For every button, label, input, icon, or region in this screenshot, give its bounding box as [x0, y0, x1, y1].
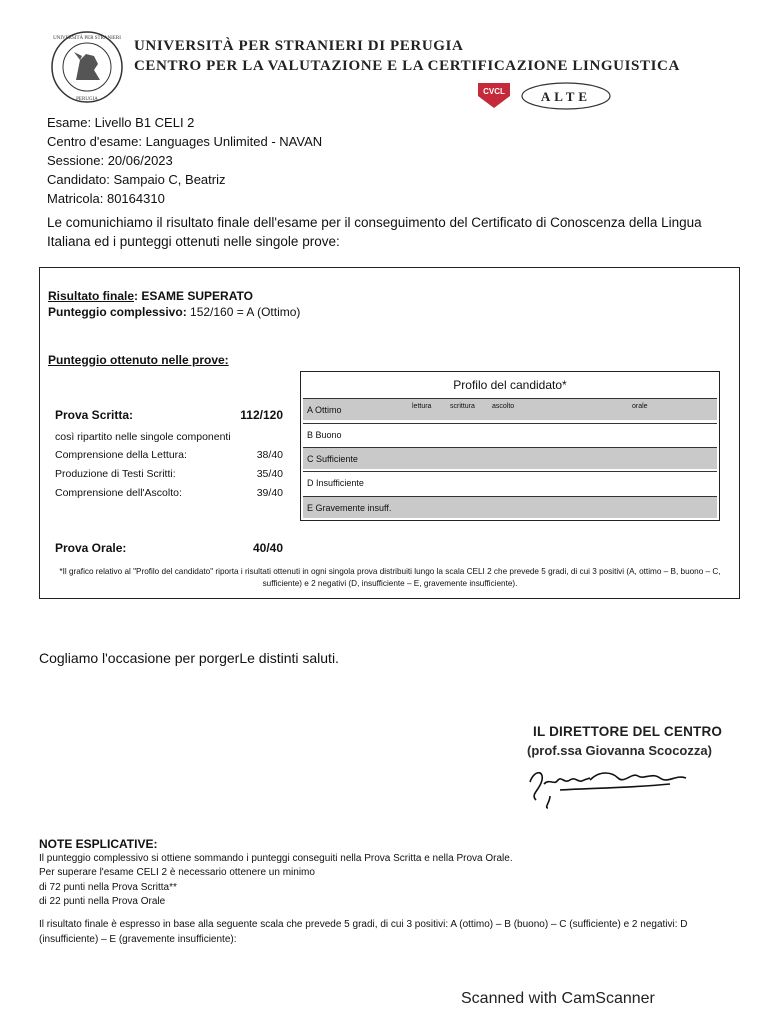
written-test-row: [55, 408, 283, 422]
component-label: Comprensione della Lettura:: [55, 449, 187, 461]
alte-logo: [520, 80, 614, 112]
grade-label: D Insufficiente: [307, 478, 364, 488]
component-score: 35/40: [256, 468, 283, 480]
note-scale: Il risultato finale è espresso in base alla seguente scala che prevede 5 gradi, di cui 3 positivi: A (ottimo) – B (buono) – C (sufficiente) e 2 negativi: D (insufficiente) – E (gravemente insufficiente):: [39, 919, 688, 945]
handwritten-signature: [520, 750, 710, 810]
final-result: [48, 289, 253, 303]
grade-label: E Gravemente insuff.: [307, 503, 392, 513]
director-title: IL DIRETTORE DEL CENTRO: [533, 724, 723, 739]
intro-text: Le comunichiamo il risultato finale dell'esame per il conseguimento del Certificato di Conoscenza della Lingua Italiana ed i punteggi ottenuti nelle singole prove:: [47, 215, 702, 249]
skill-label-listening: ascolto: [492, 403, 515, 410]
svg-text:ALTE: ALTE: [540, 89, 592, 104]
candidate-name: Candidato: Sampaio C, Beatriz: [47, 172, 226, 187]
written-test-subtitle: [55, 431, 283, 443]
skill-label-writing: scrittura: [450, 403, 475, 410]
written-test-label: Prova Scritta:: [55, 408, 134, 422]
grade-label: C Sufficiente: [307, 454, 358, 464]
oral-test-row: [55, 541, 283, 555]
oral-test-score: 40/40: [252, 541, 283, 555]
grade-row: [303, 447, 717, 469]
final-result-value: : ESAME SUPERATO: [134, 289, 253, 303]
written-subtitle-text: così ripartito nelle singole componenti: [55, 431, 231, 443]
note-line: Per superare l'esame CELI 2 è necessario ottenere un minimo: [39, 867, 315, 878]
skill-label-oral: orale: [632, 403, 648, 410]
component-label: Produzione di Testi Scritti:: [55, 468, 176, 480]
university-name: UNIVERSITÀ PER STRANIERI DI PERUGIA: [134, 38, 464, 54]
oral-test-label: Prova Orale:: [55, 541, 127, 555]
note-line: di 72 punti nella Prova Scritta**: [39, 882, 177, 893]
written-test-score: 112/120: [240, 408, 283, 422]
registration-number: Matricola: 80164310: [47, 191, 165, 206]
grade-label: B Buono: [307, 430, 342, 440]
cvcl-logo: [476, 80, 512, 110]
exam-level: Esame: Livello B1 CELI 2: [47, 115, 195, 130]
final-result-label: Risultato finale: [48, 289, 135, 303]
component-row: [55, 487, 283, 499]
grade-row: [303, 471, 717, 493]
note-line: di 22 punti nella Prova Orale: [39, 896, 166, 907]
university-seal-logo: [50, 30, 124, 104]
camscanner-watermark: Scanned with CamScanner: [461, 990, 655, 1007]
grade-label: A Ottimo: [307, 405, 342, 415]
total-score-label: Punteggio complessivo:: [48, 305, 187, 319]
grade-row: [303, 496, 717, 518]
component-row: [55, 468, 283, 480]
svg-text:UNIVERSITÀ PER STRANIERI: UNIVERSITÀ PER STRANIERI: [53, 36, 121, 41]
profile-footnote: *Il grafico relativo al "Profilo del candidato" riporta i risultati ottenuti in ogni singola prova distribuiti lungo la scala CELI 2 che prevede 5 gradi, di cui 3 positivi (A, ottimo – B, buono – C, sufficiente) e 2 negativi (D, insufficiente – E, gravemente insufficiente).: [59, 567, 721, 588]
skill-label-reading: lettura: [412, 403, 432, 410]
centre-name: CENTRO PER LA VALUTAZIONE E LA CERTIFICAZIONE LINGUISTICA: [134, 58, 680, 74]
grade-row: [303, 423, 717, 445]
svg-text:CVCL: CVCL: [483, 87, 505, 96]
exam-info: [47, 113, 322, 208]
component-label: Comprensione dell'Ascolto:: [55, 487, 182, 499]
component-row: [55, 449, 283, 461]
component-score: 39/40: [256, 487, 283, 499]
greeting: Cogliamo l'occasione per porgerLe distinti saluti.: [39, 650, 339, 666]
profile-title: Profilo del candidato*: [453, 378, 567, 392]
svg-text:PERUGIA: PERUGIA: [76, 97, 98, 102]
component-score: 38/40: [256, 449, 283, 461]
total-score: [48, 305, 300, 319]
exam-session: Sessione: 20/06/2023: [47, 153, 173, 168]
notes-heading: NOTE ESPLICATIVE:: [39, 837, 158, 851]
note-line: Il punteggio complessivo si ottiene sommando i punteggi conseguiti nella Prova Scritta e nella Prova Orale.: [39, 853, 513, 864]
exam-centre: Centro d'esame: Languages Unlimited - NAVAN: [47, 134, 323, 149]
total-score-value: 152/160 = A (Ottimo): [186, 305, 301, 319]
director-name: (prof.ssa Giovanna Scocozza): [527, 743, 712, 758]
scores-heading: Punteggio ottenuto nelle prove:: [48, 353, 229, 367]
